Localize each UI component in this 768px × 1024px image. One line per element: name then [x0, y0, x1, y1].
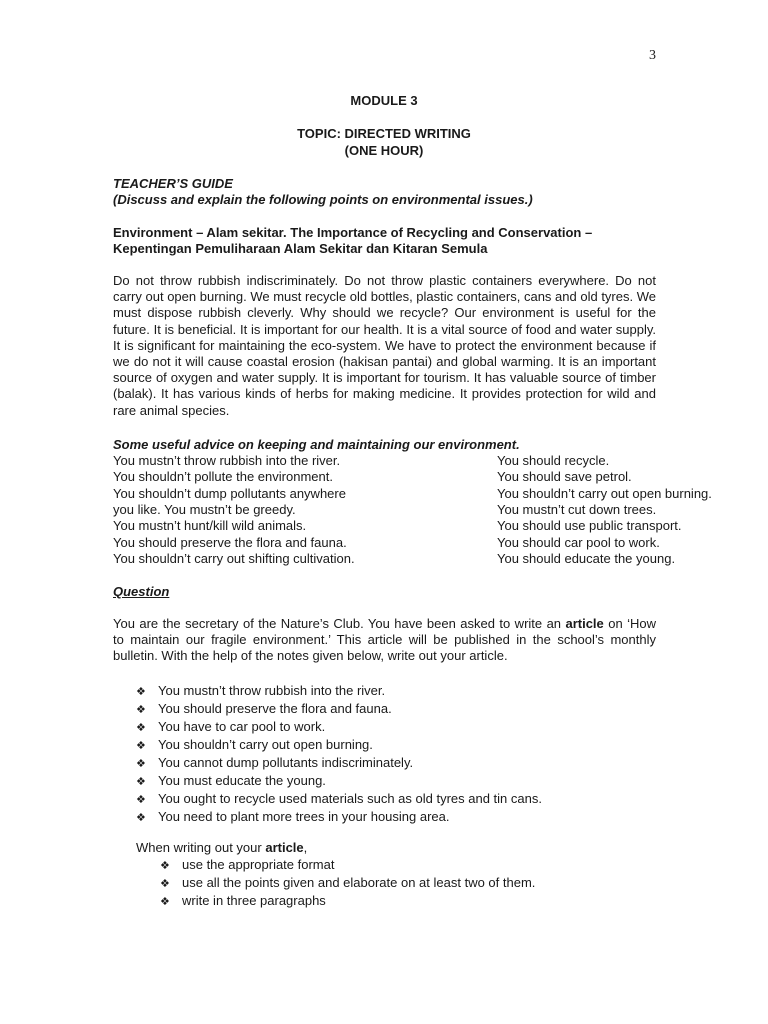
list-item: [136, 754, 542, 772]
advice-row: [113, 453, 610, 469]
diamond-bullet-icon: ❖: [136, 686, 146, 698]
advice-left: You shouldn’t pollute the environment.: [113, 469, 333, 485]
module-title: MODULE 3: [350, 93, 418, 108]
diamond-bullet-icon: ❖: [160, 878, 170, 890]
list-item-text: use all the points given and elaborate on at least two of them.: [182, 875, 536, 890]
list-item-text: You mustn’t throw rubbish into the river.: [158, 683, 386, 698]
list-item-text: You should preserve the flora and fauna.: [158, 701, 392, 716]
list-item-text: use the appropriate format: [182, 857, 335, 872]
writing-intro-bold: article: [265, 840, 304, 855]
question-title: Question: [113, 584, 170, 599]
advice-row: [113, 518, 682, 534]
question-text: [113, 616, 656, 665]
question-bold-word: article: [565, 616, 604, 631]
advice-row: [113, 469, 632, 485]
diamond-bullet-icon: ❖: [160, 860, 170, 872]
diamond-bullet-icon: ❖: [136, 758, 146, 770]
diamond-bullet-icon: ❖: [136, 740, 146, 752]
list-item-text: write in three paragraphs: [182, 893, 326, 908]
writing-instructions-list: [160, 856, 535, 910]
diamond-bullet-icon: ❖: [136, 704, 146, 716]
topic-title: TOPIC: DIRECTED WRITING: [297, 126, 471, 141]
advice-left: You should preserve the flora and fauna.: [113, 534, 347, 550]
advice-right: You should educate the young.: [497, 550, 676, 566]
list-item-text: You shouldn’t carry out open burning.: [158, 737, 373, 752]
list-item-text: You need to plant more trees in your housing area.: [158, 809, 450, 824]
page-number: 3: [649, 48, 656, 63]
environment-heading-line1: Environment – Alam sekitar. The Importance of Recycling and Conservation –: [113, 225, 593, 240]
writing-intro: [136, 840, 307, 855]
advice-row: [113, 485, 712, 502]
teachers-guide-title: TEACHER’S GUIDE: [113, 176, 233, 191]
advice-left: you like. You mustn’t be greedy.: [113, 501, 296, 517]
advice-left: You shouldn’t carry out shifting cultivation.: [113, 550, 355, 566]
list-item: [160, 874, 535, 892]
list-item: [136, 808, 542, 826]
advice-left: You shouldn’t dump pollutants anywhere: [113, 485, 346, 501]
diamond-bullet-icon: ❖: [136, 794, 146, 806]
list-item: [160, 856, 535, 874]
notes-list: [136, 682, 542, 826]
advice-right: You should car pool to work.: [497, 534, 660, 550]
advice-left: You mustn’t hunt/kill wild animals.: [113, 518, 307, 534]
question-text-after: on ‘How to maintain our fragile environment.’ This article will be published in the school’s monthly bulletin. With the help of the notes given below, write out your article.: [113, 616, 657, 664]
duration: (ONE HOUR): [344, 143, 424, 158]
list-item-text: You must educate the young.: [158, 773, 326, 788]
advice-title: Some useful advice on keeping and maintaining our environment.: [113, 437, 520, 452]
list-item: [136, 772, 542, 790]
advice-row: [113, 534, 660, 551]
writing-intro-before: When writing out your: [136, 840, 266, 855]
list-item-text: You have to car pool to work.: [158, 719, 326, 734]
diamond-bullet-icon: ❖: [136, 722, 146, 734]
advice-row: [113, 501, 657, 518]
advice-right: You mustn’t cut down trees.: [497, 501, 657, 517]
advice-right: You should save petrol.: [497, 469, 632, 485]
environment-heading: [113, 225, 656, 257]
environment-heading-line2: Kepentingan Pemuliharaan Alam Sekitar dan Kitaran Semula: [113, 241, 488, 256]
body-paragraph: Do not throw rubbish indiscriminately. Do not throw plastic containers everywhere. Do not carry out open burning. We must recycle old bottles, plastic containers, cans and old tyres. We must dispose rubbish cleverly. Why should we recycle? Our environment is useful for the future. It is beneficial. It is important for our health. It is a vital source of food and water supply. It is significant for maintaining the eco-system. We have to protect the environment because if we do not it will cause coastal erosion (hakisan pantai) and global warming. It is an important source of oxygen and water supply. It is important for tourism. It has valuable source of timber (balak). It has various kinds of herbs for making medicine. It provides protection for wild and rare animal species.: [113, 273, 656, 418]
advice-right: You shouldn’t carry out open burning.: [497, 485, 712, 501]
list-item: [136, 790, 542, 808]
teachers-guide-instruction: (Discuss and explain the following points on environmental issues.): [113, 192, 533, 207]
list-item-text: You ought to recycle used materials such as old tyres and tin cans.: [158, 791, 542, 806]
diamond-bullet-icon: ❖: [136, 812, 146, 824]
advice-right: You should recycle.: [497, 453, 610, 468]
list-item: [160, 892, 535, 910]
list-item: [136, 700, 542, 718]
question-text-before: You are the secretary of the Nature’s Club. You have been asked to write an: [113, 616, 566, 631]
list-item: [136, 718, 542, 736]
advice-right: You should use public transport.: [497, 518, 682, 534]
teachers-guide: [113, 176, 656, 208]
list-item: [136, 736, 542, 754]
list-item-text: You cannot dump pollutants indiscriminately.: [158, 755, 414, 770]
diamond-bullet-icon: ❖: [136, 776, 146, 788]
writing-intro-after: ,: [303, 840, 308, 855]
diamond-bullet-icon: ❖: [160, 896, 170, 908]
advice-left: You mustn’t throw rubbish into the river.: [113, 453, 341, 468]
list-item: [136, 682, 542, 700]
advice-row: [113, 550, 676, 567]
